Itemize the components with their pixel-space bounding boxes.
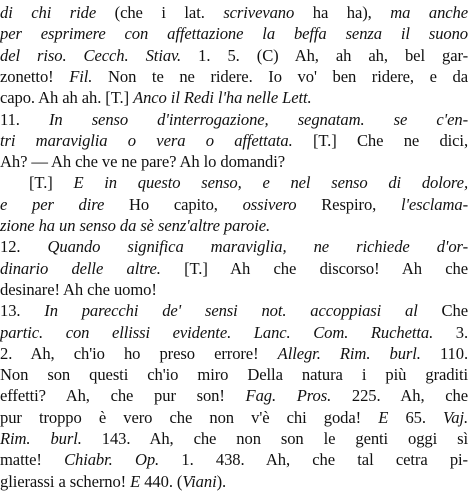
text-segment: 110. — [439, 343, 468, 363]
text-segment: Rim. burl. — [0, 429, 102, 448]
text-segment: Chiabr. Op. — [64, 450, 182, 470]
text-segment: zonetto! — [0, 66, 70, 86]
text-segment: 225. Ah, che — [351, 386, 468, 406]
text-segment: Ah? — Ah che ve ne pare? Ah lo domandi? — [0, 152, 286, 172]
text-segment: matte! — [0, 450, 65, 470]
text-segment: capo. Ah ah ah. [T.] — [0, 88, 134, 108]
text-line — [0, 470, 468, 494]
text-segment: Quando significa maraviglia, ne richiede d'or- — [47, 237, 468, 257]
text-segment: (che i lat. — [114, 3, 224, 22]
text-segment: Vaj. — [443, 407, 468, 427]
text-segment: ha ha), — [312, 3, 391, 22]
text-segment: 2. Ah, ch'io ho preso errore! — [0, 343, 278, 363]
text-segment: dinario delle altre. — [0, 258, 185, 278]
text-segment: Fil. — [69, 66, 108, 86]
text-segment: zione ha un senso da sè senz'altre paroie. — [0, 216, 271, 235]
text-segment: 440. ( — [144, 471, 183, 491]
text-segment: Respiro, — [321, 194, 401, 214]
text-segment: In senso d'interrogazione, segnatam. se c'en- — [48, 109, 468, 129]
text-segment: del riso. Cecch. Stiav. — [0, 45, 199, 65]
text-segment: 12. — [0, 237, 48, 257]
text-segment: Allegr. Rim. burl. — [277, 343, 440, 363]
text-segment: [T.] — [29, 173, 74, 193]
text-segment: desinare! Ah che uomo! — [0, 279, 157, 299]
text-segment: glierassi a scherno! — [0, 471, 131, 491]
text-segment: e per dire — [0, 194, 130, 214]
text-segment: 11. — [0, 109, 49, 129]
text-segment: ma anche — [390, 3, 468, 22]
text-segment: E — [378, 407, 406, 427]
text-segment: l'esclama- — [400, 194, 468, 214]
text-segment: In parecchi de' sensi not. accoppiasi al — [44, 301, 442, 321]
text-segment: di chi ride — [0, 3, 115, 22]
text-segment: ossivero — [242, 194, 322, 214]
text-segment: pur troppo è vero che non v'è chi goda! — [0, 407, 379, 427]
text-segment: effetti? Ah, che pur son! — [0, 386, 246, 406]
text-segment: 65. — [405, 407, 444, 427]
text-segment: [T.] Ah che discorso! Ah che — [184, 258, 468, 278]
text-segment: Che — [441, 301, 468, 321]
text-segment: partic. con ellissi evidente. Lanc. Com. Ruchetta. — [0, 322, 456, 342]
text-segment: tri maraviglia o vera o affettata. — [0, 130, 313, 150]
text-segment: E — [130, 471, 145, 491]
text-segment: Fag. Pros. — [245, 386, 352, 406]
text-segment: Ho capito, — [129, 194, 243, 214]
text-segment: Non te ne ridere. Io vo' ben ridere, e da — [108, 66, 468, 86]
text-segment: Anco il Redi l'ha nelle Lett. — [133, 88, 312, 108]
text-segment: E in questo senso, e nel senso di dolore, — [73, 173, 468, 193]
text-segment: 143. Ah, che non son le genti oggi sì — [101, 429, 468, 448]
text-segment: Viani — [182, 471, 217, 491]
text-segment: 1. 438. Ah, che tal cetra pi- — [181, 450, 468, 470]
text-segment: Non son questi ch'io miro Della natura i più graditi — [0, 365, 468, 385]
text-segment: 13. — [0, 301, 45, 321]
text-segment: 3. — [455, 322, 468, 342]
text-segment: [T.] Che ne dici, — [312, 130, 468, 150]
text-segment: per esprimere con affettazione la beffa senza il suono — [0, 24, 468, 44]
text-segment: ). — [216, 471, 227, 491]
text-segment: scrivevano — [223, 3, 313, 22]
text-segment: 1. 5. (C) Ah, ah ah, bel gar- — [198, 45, 468, 65]
